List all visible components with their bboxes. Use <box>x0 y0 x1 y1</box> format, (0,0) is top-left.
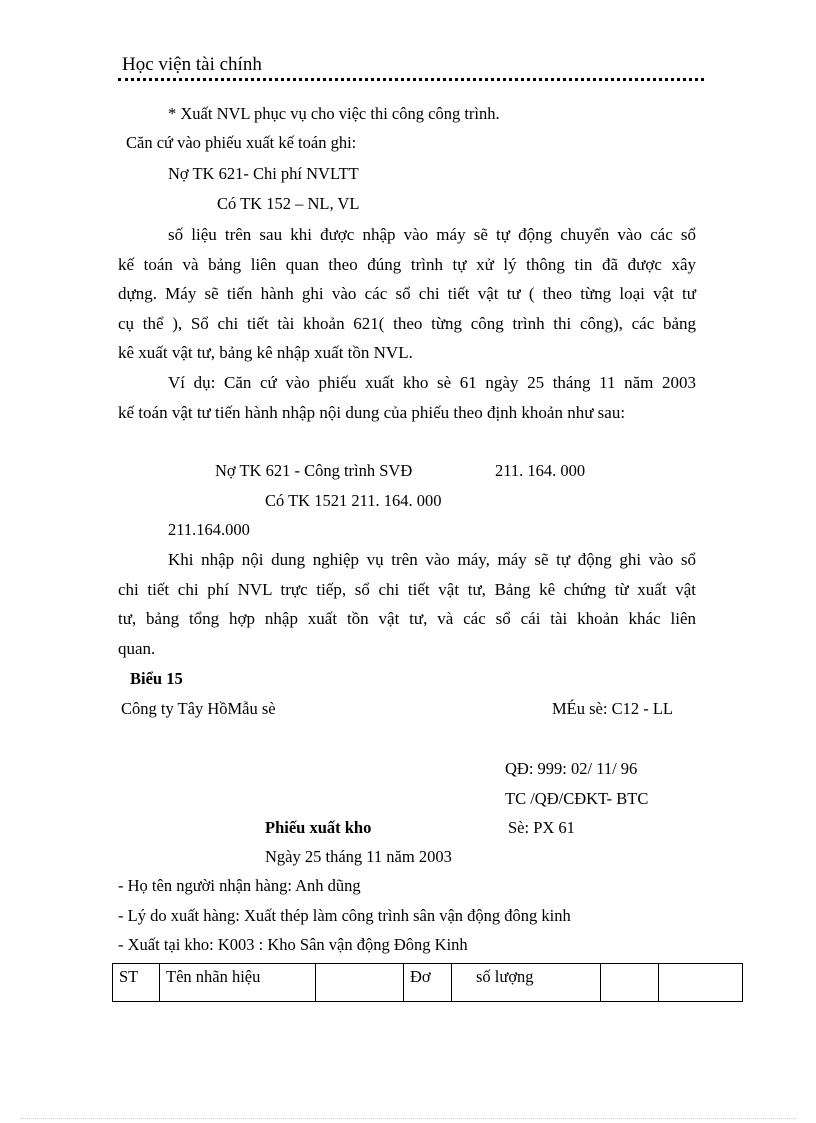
entry-debit: Nợ TK 621- Chi phí NVLTT <box>168 164 359 183</box>
paragraph-1-line: cụ thể ), Sổ chi tiết tài khoản 621( theo từng công trình thi công), các bảng <box>118 313 696 333</box>
page-header <box>118 52 704 81</box>
reason-line: - Lý do xuất hàng: Xuất thép làm công trình sân vận động đông kinh <box>118 906 571 925</box>
issue-table <box>112 963 743 1002</box>
paragraph-2-line: kế toán vật tư tiến hành nhập nội dung của phiếu theo định khoản như sau: <box>118 402 626 422</box>
form-date: Ngày 25 tháng 11 năm 2003 <box>265 847 452 866</box>
paragraph-2-line: Ví dụ: Căn cứ vào phiếu xuất kho sè 61 ngày 25 tháng 11 năm 2003 <box>168 373 696 392</box>
decision-line-1: QĐ: 999: 02/ 11/ 96 <box>505 759 638 778</box>
paragraph-3 <box>118 545 696 663</box>
company-name: Công ty Tây HồMẫu sè <box>121 699 276 718</box>
paragraph-3-line: chi tiết chi phí NVL trực tiếp, sổ chi tiết vật tư, Bảng kê chứng từ xuất vật <box>118 579 696 599</box>
decision-line-2: TC /QĐ/CĐKT- BTC <box>505 789 649 808</box>
example-total: 211.164.000 <box>168 520 250 539</box>
table-header-cell <box>316 964 404 1002</box>
intro-line-2: Căn cứ vào phiếu xuất kế toán ghi: <box>126 133 357 152</box>
table-header-cell: Tên nhãn hiệu <box>160 964 316 1002</box>
table-header-cell: ST <box>113 964 160 1002</box>
entry-credit: Có TK 152 – NL, VL <box>217 194 360 213</box>
paragraph-1-line: số liệu trên sau khi được nhập vào máy sẽ tự động chuyển vào các sổ <box>168 225 696 244</box>
table-header-cell <box>601 964 659 1002</box>
example-credit-line: Có TK 1521 211. 164. 000 <box>265 491 442 510</box>
paragraph-1-line: dựng. Máy sẽ tiến hành ghi vào các sổ chi tiết vật tư ( theo từng loại vật tư <box>118 284 696 304</box>
table-header-cell <box>659 964 743 1002</box>
intro-line-1: * Xuất NVL phục vụ cho việc thi công công trình. <box>168 104 500 123</box>
paragraph-3-line: quan. <box>118 638 156 658</box>
example-debit-amount: 211. 164. 000 <box>495 461 586 480</box>
header-title: Học viện tài chính <box>122 54 262 75</box>
example-debit-label: Nợ TK 621 - Công trình SVĐ <box>215 461 413 480</box>
form-title: Phiếu xuất kho <box>265 818 372 837</box>
form-number: MÉu sè: C12 - LL <box>552 699 673 718</box>
warehouse-line: - Xuất tại kho: K003 : Kho Sân vận động Đông Kinh <box>118 935 468 954</box>
paragraph-3-line: tư, bảng tổng hợp nhập xuất tồn vật tư, và các sổ cái tài khoản khác liên <box>118 609 696 629</box>
paragraph-2 <box>118 368 696 427</box>
voucher-number: Sè: PX 61 <box>508 818 575 837</box>
table-header-row <box>113 964 743 1002</box>
page-bottom-divider <box>20 1118 796 1119</box>
table-header-cell: Đơ <box>404 964 452 1002</box>
paragraph-3-line: Khi nhập nội dung nghiệp vụ trên vào máy, máy sẽ tự động ghi vào sổ <box>168 550 696 569</box>
form-label: Biểu 15 <box>130 669 183 688</box>
table-header-cell: số lượng <box>452 964 601 1002</box>
paragraph-1-line: kê xuất vật tư, bảng kê nhập xuất tồn NVL. <box>118 343 413 363</box>
paragraph-1 <box>118 220 696 368</box>
paragraph-1-line: kế toán và bảng liên quan theo đúng trình tự xử lý thông tin đã được xây <box>118 254 696 274</box>
receiver-line: - Họ tên người nhận hàng: Anh dũng <box>118 876 361 895</box>
